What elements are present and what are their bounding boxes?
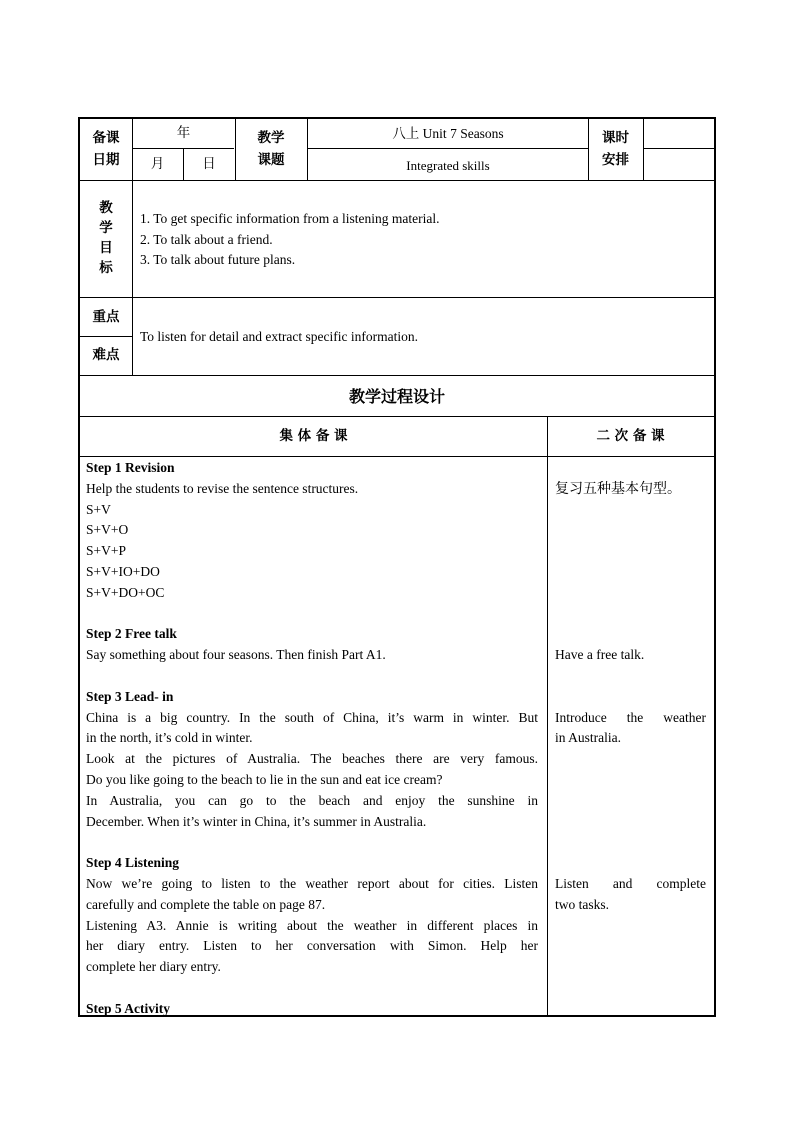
period-label: 课时 xyxy=(602,130,629,146)
rule xyxy=(547,416,548,1017)
step-1-title: Step 1 Revision xyxy=(86,460,175,475)
sentence-pattern: S+V+P xyxy=(86,543,126,558)
objective-item: 1. To get specific information from a listening material. xyxy=(140,211,440,226)
step-4-line: carefully and complete the table on page 87. xyxy=(86,897,326,912)
sentence-pattern: S+V+DO+OC xyxy=(86,585,165,600)
step-4-line: Now we’re going to listen to the weather report about for cities. Listen xyxy=(86,876,538,891)
key-points-text: To listen for detail and extract specific information. xyxy=(140,329,418,344)
step-4-title: Step 4 Listening xyxy=(86,855,180,870)
step-3-line: in the north, it’s cold in winter. xyxy=(86,730,253,745)
collective-prep-title: 集 体 备 课 xyxy=(279,428,348,444)
step-3-line: Do you like going to the beach to lie in the sun and eat ice cream? xyxy=(86,772,443,787)
step-4-note: Listen and complete xyxy=(555,876,706,891)
step-4-note: two tasks. xyxy=(555,897,609,912)
step-2-note: Have a free talk. xyxy=(555,647,645,662)
step-3-title: Step 3 Lead- in xyxy=(86,689,174,704)
step-3-line: Look at the pictures of Australia. The beaches there are very famous. xyxy=(86,751,538,766)
objectives-label-char: 教 xyxy=(99,200,113,216)
step-3-note: in Australia. xyxy=(555,730,621,745)
step-5-title: Step 5 Activity xyxy=(86,1001,170,1016)
topic-label: 课题 xyxy=(257,152,285,168)
step-3-line: China is a big country. In the south of China, it’s warm in winter. But xyxy=(86,710,538,725)
rule xyxy=(80,416,714,417)
step-4-line: complete her diary entry. xyxy=(86,959,221,974)
objectives-label-char: 标 xyxy=(99,260,113,276)
step-4-line: her diary entry. Listen to her conversation with Simon. Help her xyxy=(86,938,538,953)
topic-label: 教学 xyxy=(257,130,285,146)
step-3-note: Introduce the weather xyxy=(555,710,706,725)
topic-title: 八上 Unit 7 Seasons xyxy=(392,126,504,141)
step-2-title: Step 2 Free talk xyxy=(86,626,177,641)
rule xyxy=(80,375,714,376)
rule xyxy=(80,180,714,181)
process-title: 教学过程设计 xyxy=(348,387,445,406)
sentence-pattern: S+V+IO+DO xyxy=(86,564,160,579)
rule xyxy=(643,119,644,180)
rule xyxy=(235,119,236,180)
step-3-line: December. When it’s winter in China, it’s summer in Australia. xyxy=(86,814,427,829)
rule xyxy=(588,119,589,180)
rule xyxy=(308,148,588,149)
day-label: 日 xyxy=(202,156,216,172)
step-1-text: Help the students to revise the sentence structures. xyxy=(86,481,359,496)
period-label: 安排 xyxy=(602,152,629,168)
topic-subtitle: Integrated skills xyxy=(406,158,490,173)
rule xyxy=(80,297,714,298)
step-2-text: Say something about four seasons. Then finish Part A1. xyxy=(86,647,386,662)
year-label: 年 xyxy=(176,125,191,141)
step-3-line: In Australia, you can go to the beach and enjoy the sunshine in xyxy=(86,793,538,808)
objectives-label-char: 目 xyxy=(99,240,113,256)
month-label: 月 xyxy=(150,156,165,172)
objective-item: 3. To talk about future plans. xyxy=(140,252,296,267)
step-4-line: Listening A3. Annie is writing about the weather in different places in xyxy=(86,918,538,933)
rule xyxy=(644,148,714,149)
second-prep-title: 二 次 备 课 xyxy=(596,428,665,444)
sentence-pattern: S+V xyxy=(86,502,111,517)
key-points-label: 重点 xyxy=(92,309,120,325)
objectives-label-char: 学 xyxy=(99,220,113,236)
date-label: 日期 xyxy=(92,152,120,168)
sentence-pattern: S+V+O xyxy=(86,522,129,537)
date-label: 备课 xyxy=(92,130,120,146)
difficult-points-label: 难点 xyxy=(92,347,120,363)
rule xyxy=(80,456,714,457)
rule xyxy=(80,336,132,337)
step-1-note: 复习五种基本句型。 xyxy=(555,481,681,497)
objective-item: 2. To talk about a friend. xyxy=(140,232,273,247)
lesson-plan-table xyxy=(78,117,716,1017)
